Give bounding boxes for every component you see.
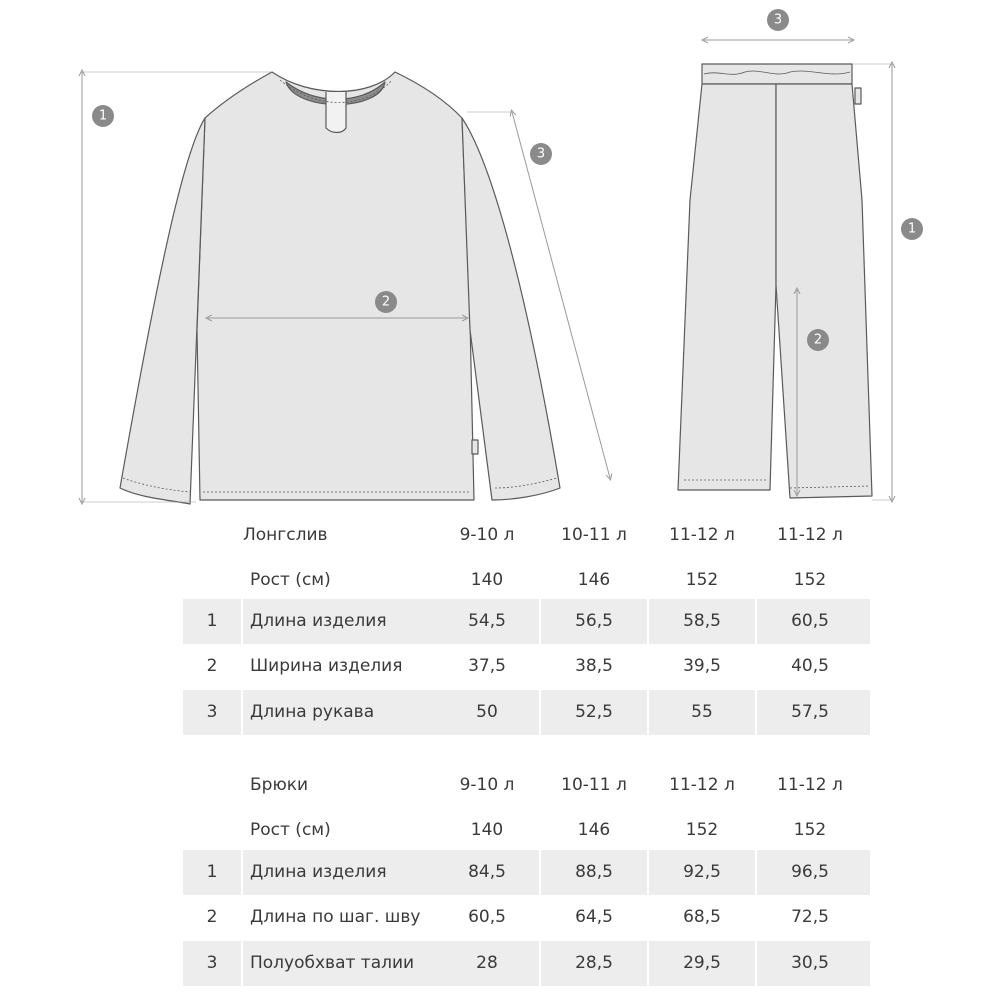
row-value: 55 xyxy=(691,702,713,722)
longsleeve-header-row xyxy=(183,513,870,558)
height-label: Рост (см) xyxy=(250,570,331,590)
height-value: 152 xyxy=(685,820,719,840)
pants-header-row xyxy=(183,763,870,808)
row-number: 2 xyxy=(206,907,218,927)
longsleeve-side-label xyxy=(472,440,478,454)
pants-height-row xyxy=(183,808,870,853)
height-value: 152 xyxy=(685,570,719,590)
table-row xyxy=(183,644,870,689)
row-value: 56,5 xyxy=(575,611,613,631)
svg-text:2: 2 xyxy=(813,332,823,348)
badge-pants-length xyxy=(901,218,923,240)
row-value: 60,5 xyxy=(791,611,829,631)
row-value: 30,5 xyxy=(791,953,829,973)
table-row xyxy=(183,599,870,644)
row-value: 68,5 xyxy=(683,907,721,927)
svg-text:1: 1 xyxy=(98,108,108,124)
row-value: 58,5 xyxy=(683,611,721,631)
row-number: 1 xyxy=(206,611,218,631)
pants-drawing xyxy=(678,64,872,498)
pants-right-leg xyxy=(776,84,872,498)
table-row xyxy=(183,895,870,940)
row-value: 28,5 xyxy=(575,953,613,973)
row-value: 72,5 xyxy=(791,907,829,927)
height-value: 152 xyxy=(793,820,827,840)
badge-pants-waist xyxy=(767,9,789,31)
longsleeve-title: Лонгслив xyxy=(243,525,328,545)
row-value: 60,5 xyxy=(468,907,506,927)
pants-left-leg xyxy=(678,84,776,490)
badge-shirt-sleeve xyxy=(530,143,552,165)
size-header: 10-11 л xyxy=(561,775,627,795)
height-label: Рост (см) xyxy=(250,820,331,840)
size-header: 11-12 л xyxy=(669,525,735,545)
row-number: 2 xyxy=(206,656,218,676)
row-value: 29,5 xyxy=(683,953,721,973)
table-row xyxy=(183,941,870,986)
row-value: 54,5 xyxy=(468,611,506,631)
row-value: 38,5 xyxy=(575,656,613,676)
longsleeve-back-tag xyxy=(326,92,346,133)
row-label: Длина рукава xyxy=(250,702,375,722)
svg-text:3: 3 xyxy=(773,12,783,28)
badge-shirt-length xyxy=(92,105,114,127)
row-number: 3 xyxy=(206,702,218,722)
svg-text:1: 1 xyxy=(907,221,917,237)
size-header: 11-12 л xyxy=(777,775,843,795)
row-value: 92,5 xyxy=(683,862,721,882)
row-value: 88,5 xyxy=(575,862,613,882)
row-label: Полуобхват талии xyxy=(250,953,415,973)
height-value: 152 xyxy=(793,570,827,590)
svg-text:2: 2 xyxy=(381,294,391,310)
row-value: 96,5 xyxy=(791,862,829,882)
row-label: Длина изделия xyxy=(250,862,387,882)
longsleeve-height-row xyxy=(183,558,870,603)
pants-side-label xyxy=(855,88,861,104)
height-value: 146 xyxy=(577,570,611,590)
row-number: 1 xyxy=(206,862,218,882)
row-value: 52,5 xyxy=(575,702,613,722)
row-label: Длина по шаг. шву xyxy=(250,907,421,927)
pants-title: Брюки xyxy=(250,775,309,795)
row-value: 64,5 xyxy=(575,907,613,927)
row-value: 39,5 xyxy=(683,656,721,676)
table-row xyxy=(183,850,870,895)
longsleeve-left-sleeve xyxy=(120,118,205,504)
size-header: 11-12 л xyxy=(669,775,735,795)
badge-shirt-width xyxy=(375,291,397,313)
row-value: 84,5 xyxy=(468,862,506,882)
size-header: 11-12 л xyxy=(777,525,843,545)
size-header: 10-11 л xyxy=(561,525,627,545)
row-value: 40,5 xyxy=(791,656,829,676)
longsleeve-drawing xyxy=(120,72,560,504)
height-value: 140 xyxy=(470,570,504,590)
row-value: 28 xyxy=(476,953,498,973)
row-label: Ширина изделия xyxy=(250,656,403,676)
row-value: 37,5 xyxy=(468,656,506,676)
row-value: 50 xyxy=(476,702,498,722)
svg-text:3: 3 xyxy=(536,146,546,162)
height-value: 146 xyxy=(577,820,611,840)
row-number: 3 xyxy=(206,953,218,973)
row-label: Длина изделия xyxy=(250,611,387,631)
table-row xyxy=(183,690,870,735)
longsleeve-body xyxy=(197,72,474,500)
size-header: 9-10 л xyxy=(459,775,515,795)
height-value: 140 xyxy=(470,820,504,840)
size-header: 9-10 л xyxy=(459,525,515,545)
badge-pants-inseam xyxy=(807,329,829,351)
row-value: 57,5 xyxy=(791,702,829,722)
